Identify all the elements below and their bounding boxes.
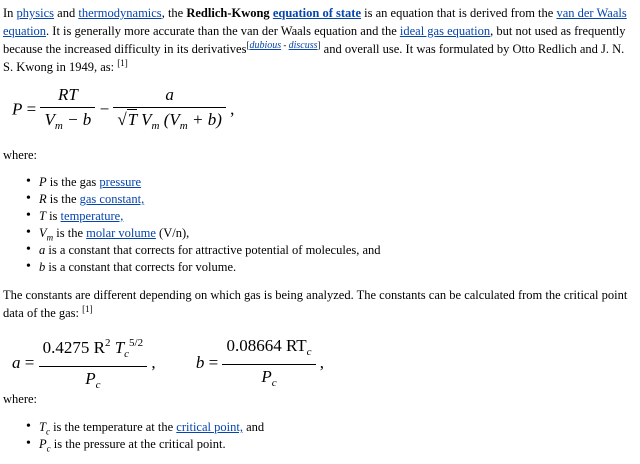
b-lhs: b: [195, 352, 205, 372]
gas-constant-link[interactable]: gas constant,: [79, 192, 145, 206]
v: V: [136, 110, 152, 129]
critical-variables-list: [3, 418, 264, 452]
where-label: where:: [3, 392, 38, 406]
denominator: [222, 365, 315, 392]
p: P: [85, 369, 96, 388]
list-item: [39, 258, 381, 275]
constants-paragraph: [3, 286, 637, 322]
text: , the: [161, 6, 187, 20]
var-symbol: R: [39, 192, 47, 206]
ideal-gas-link[interactable]: ideal gas equation: [399, 24, 491, 38]
paren-v: (V: [159, 110, 180, 129]
list-item: [39, 435, 264, 452]
var-after: and: [242, 420, 265, 434]
fraction-a-const: [39, 334, 148, 394]
coef: 0.08664 RT: [226, 335, 307, 355]
var-symbol: P: [39, 175, 47, 189]
var-symbol: b: [39, 260, 46, 274]
pressure-link[interactable]: pressure: [99, 175, 142, 189]
coef: 0.4275 R: [42, 338, 105, 357]
denominator: [113, 108, 225, 135]
ref-1-link[interactable]: [1]: [82, 303, 93, 314]
sqrt-arg: T: [127, 110, 137, 129]
dubious-link[interactable]: dubious: [249, 39, 282, 51]
var-text: is the: [53, 226, 87, 240]
text: The constants are different depending on which gas is being analyzed. The constants can be calculated from the critical point data of the gas:: [3, 288, 628, 320]
numerator: [39, 334, 148, 367]
v: V: [44, 110, 55, 129]
list-item: [39, 173, 381, 190]
sub-m: m: [54, 120, 63, 132]
sub-c: c: [271, 376, 277, 389]
var-after: (V/n),: [155, 226, 190, 240]
minus-sign: −: [99, 99, 110, 119]
text: is an equation that is derived from the: [361, 6, 557, 20]
denominator: [40, 108, 95, 135]
redlich-kwong-equation: [12, 86, 234, 135]
text: and: [54, 6, 79, 20]
critical-constants-equations: [12, 334, 324, 394]
list-item: [39, 224, 381, 241]
list-item: [39, 241, 381, 258]
molar-volume-link[interactable]: molar volume: [86, 226, 156, 240]
sub-m: m: [151, 120, 160, 132]
variables-list: [3, 173, 381, 275]
sub-c: c: [306, 345, 312, 358]
sub-m: m: [179, 120, 188, 132]
text: . It is generally more accurate than the van der Waals equation and the: [46, 24, 400, 38]
var-symbol: P: [39, 437, 47, 451]
var-symbol: a: [39, 243, 46, 257]
text: In: [3, 6, 17, 20]
critical-point-link[interactable]: critical point,: [176, 420, 243, 434]
var-text: is a constant that corrects for attractive potential of molecules, and: [45, 243, 381, 257]
sub-c: c: [95, 379, 101, 391]
comma: ,: [151, 352, 156, 372]
flag-bracket: ]: [317, 39, 321, 50]
var-text: is the: [46, 192, 80, 206]
plus-b: + b): [187, 110, 222, 129]
var-text: is a constant that corrects for volume.: [45, 260, 237, 274]
var-sub: c: [46, 443, 51, 454]
var-symbol: V: [39, 226, 47, 240]
var-symbol: T: [39, 209, 46, 223]
t: T: [110, 338, 125, 357]
equation-of-state-link[interactable]: equation of state: [272, 6, 362, 20]
intro-paragraph: [3, 4, 637, 76]
text: and overall use. It was formulated by Otto Redlich and J. N. S. Kwong in 1949, as:: [3, 42, 625, 74]
article-title-bold: Redlich-Kwong: [186, 6, 270, 20]
trail-comma: ,: [230, 99, 235, 119]
sub-c: c: [124, 348, 130, 360]
var-sub: c: [45, 426, 50, 437]
var-text: is the temperature at the: [49, 420, 177, 434]
var-text: is: [45, 209, 61, 223]
ref-1-link[interactable]: [1]: [117, 57, 128, 68]
eq-sign: =: [208, 352, 219, 372]
flag-bracket: [: [246, 39, 250, 50]
where-label: where:: [3, 148, 38, 162]
eq-sign: =: [24, 352, 35, 372]
list-item: [39, 190, 381, 207]
fraction-a: [113, 86, 225, 135]
var-text: is the pressure at the critical point.: [50, 437, 226, 451]
var-symbol: T: [39, 420, 46, 434]
numerator: RT: [40, 86, 95, 108]
sup: 2: [104, 337, 111, 349]
list-item: [39, 207, 381, 224]
eq-sign: =: [26, 99, 37, 119]
flag-sep: -: [281, 39, 289, 50]
sqrt-icon: √: [117, 110, 127, 129]
list-item: [39, 418, 264, 435]
var-sub: m: [46, 232, 54, 243]
a-lhs: a: [12, 352, 21, 372]
dubious-flag: [246, 40, 320, 50]
var-text: is the gas: [46, 175, 100, 189]
fraction-b-const: [222, 337, 315, 392]
numerator: [222, 337, 315, 365]
sup: 5/2: [129, 337, 144, 349]
fraction-rt: [40, 86, 95, 135]
p: P: [261, 366, 272, 386]
discuss-link[interactable]: discuss: [288, 39, 318, 51]
comma: ,: [319, 352, 325, 372]
minus-b: − b: [62, 110, 92, 129]
van-der-waals-link[interactable]: van der Waals equation: [3, 6, 627, 38]
numerator: a: [113, 86, 225, 108]
eq-lhs: P: [12, 99, 23, 119]
text: , but not used as frequently because the increased difficulty in its derivatives: [3, 24, 626, 56]
physics-link[interactable]: physics: [16, 6, 55, 20]
temperature-link[interactable]: temperature,: [60, 209, 124, 223]
thermodynamics-link[interactable]: thermodynamics: [78, 6, 162, 20]
